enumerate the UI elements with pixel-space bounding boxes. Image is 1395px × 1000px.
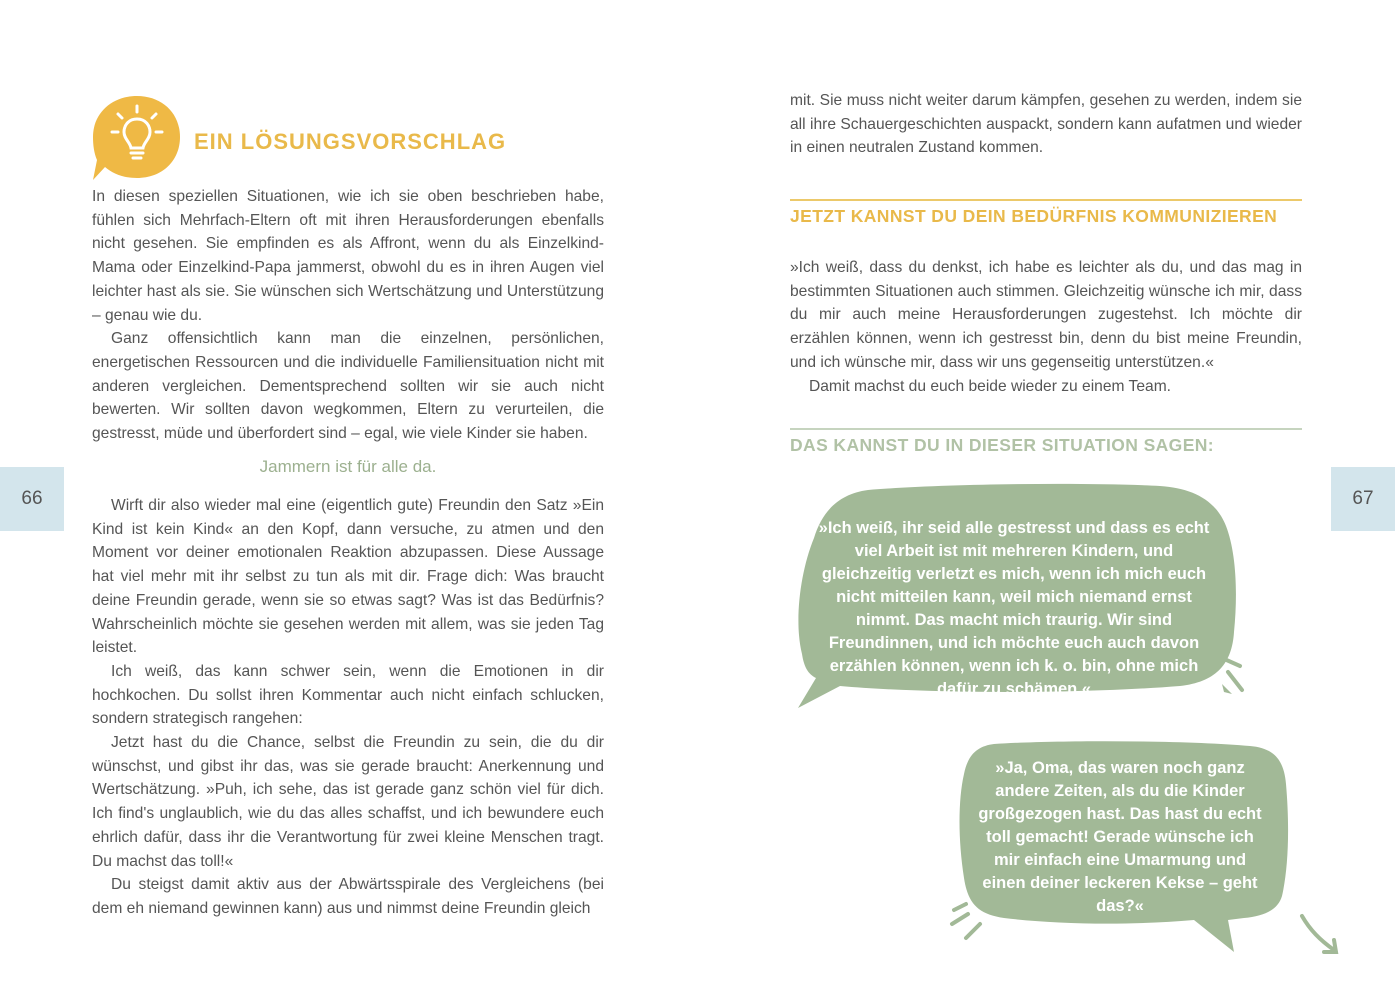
paragraph: In diesen speziellen Situationen, wie ich sie oben beschrieben habe, fühlen sich Mehrfach-Eltern oft mit ihren Herausforderungen ebenfalls nicht gesehen. Sie empfinden es als Affront, wenn du als Einzelkind-Mama oder Einzelkind-Papa jammerst, obwohl du es in ihren Augen viel leichter hast als sie. Sie wünschen sich Wertschätzung und Unterstützung – genau wie du.	[92, 188, 604, 324]
paragraph: »Ich weiß, dass du denkst, ich habe es leichter als du, und das mag in bestimmten Situationen auch stimmen. Gleichzeitig wünsche ich mir, dass du mir auch meine Herausforderungen zugestehst. Ich möchte dir erzählen können, wenn ich gestresst bin, denn du bist meine Freundin, und ich wünsche mir, dass wir uns gegenseitig unterstützen.«	[790, 259, 1302, 371]
left-column	[92, 185, 604, 446]
speech-bubble-text: »Ja, Oma, das waren noch ganz andere Zeiten, als du die Kinder großgezogen hast. Das hast du echt toll gemacht! Gerade wünsche ich mir einfach eine Umarmung und einen deiner leckeren Kekse – geht das?«	[978, 759, 1262, 915]
divider-green	[790, 428, 1302, 430]
paragraph: Du steigst damit aktiv aus der Abwärtsspirale des Vergleichens (bei dem eh niemand gewinnen kann) aus und nimmst deine Freundin gleich	[92, 876, 604, 917]
paragraph: mit. Sie muss nicht weiter darum kämpfen, gesehen zu werden, indem sie all ihre Schauergeschichten auspackt, sondern kann aufatmen und wieder in einen neutralen Zustand kommen.	[790, 92, 1302, 157]
paragraph: Jetzt hast du die Chance, selbst die Freundin zu sein, die du dir wünschst, und gibst ihr das, was sie gerade braucht: Anerkennung und Wertschätzung. »Puh, ich sehe, das ist gerade ganz schön viel für dich. Ich find's unglaublich, wie du das alles schaffst, und ich bewundere euch ehrlich dafür, dass ihr die Verantwortung für zwei kleine Menschen tragt. Du machst das toll!«	[92, 734, 604, 870]
section-heading-say: DAS KANNST DU IN DIESER SITUATION SAGEN:	[790, 435, 1215, 455]
page-number-right: 67	[1331, 467, 1395, 531]
paragraph: Ganz offensichtlich kann man die einzelnen, persönlichen, energetischen Ressourcen und die individuelle Familiensituation nicht mit anderen vergleichen. Dementsprechend sollten wir sie auch nicht bewerten. Wir sollten davon wegkommen, Eltern zu verurteilen, die gestresst, müde und überfordert sind – egal, wie viele Kinder sie haben.	[92, 330, 604, 443]
paragraph: Ich weiß, das kann schwer sein, wenn die Emotionen in dir hochkochen. Du sollst ihren Kommentar auch nicht einfach schlucken, sondern strategisch rangehen:	[92, 662, 604, 728]
section-heading-communicate: JETZT KANNST DU DEIN BEDÜRFNIS KOMMUNIZIEREN	[790, 206, 1278, 226]
section-heading-solution: EIN LÖSUNGSVORSCHLAG	[194, 129, 507, 154]
divider-yellow	[790, 199, 1302, 201]
page-number-left: 66	[0, 467, 64, 531]
lightbulb-icon	[91, 92, 183, 184]
paragraph: Wirft dir also wieder mal eine (eigentlich gute) Freundin den Satz »Ein Kind ist kein Kind« an den Kopf, dann versuche, zu atmen und den Moment vor deiner emotionalen Reaktion abzupassen. Diese Aussage hat viel mehr mit ihr selbst zu tun als mit dir. Frage dich: Was braucht deine Freundin gerade, wenn sie so etwas sagt? Was ist das Bedürfnis? Wahrscheinlich möchte sie gesehen werden mit allem, was sie jeden Tag leistet.	[92, 497, 604, 657]
speech-bubble-text: »Ich weiß, ihr seid alle gestresst und dass es echt viel Arbeit ist mit mehreren Kindern, und gleichzeitig verletzt es mich, wenn ich mich euch nicht mitteilen kann, weil mich niemand ernst nimmt. Das macht mich traurig. Wir sind Freundinnen, und ich möchte euch auch davon erzählen können, wenn ich k. o. bin, ohne mich dafür zu schämen.«	[818, 519, 1210, 698]
subheading: Jammern ist für alle da.	[259, 457, 437, 476]
left-column-lower	[92, 494, 604, 921]
right-continuation	[790, 89, 1302, 160]
paragraph: Damit machst du euch beide wieder zu einem Team.	[809, 377, 1172, 395]
right-middle-text	[790, 256, 1302, 398]
